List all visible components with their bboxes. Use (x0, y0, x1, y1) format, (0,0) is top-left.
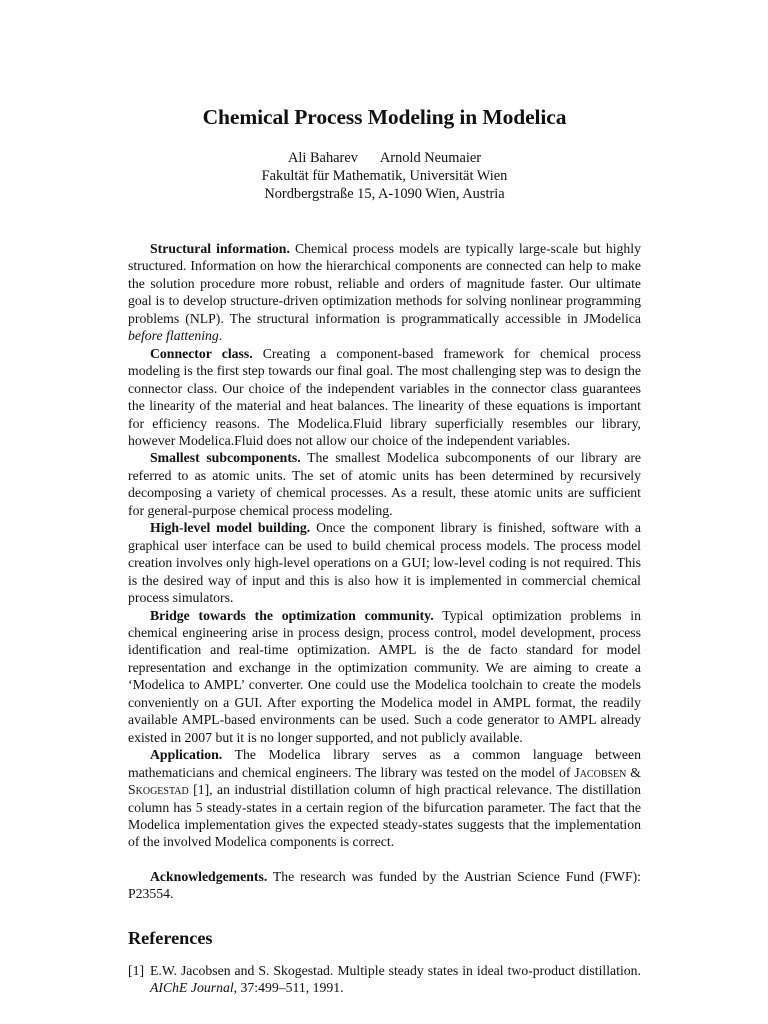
paragraph-smallest-subcomponents (128, 449, 641, 519)
author-names (128, 149, 641, 167)
paragraph-heading: Smallest subcomponents. (150, 450, 301, 466)
paragraph-text: Typical optimization problems in chemical engineering arise in process design, process control, model development, process identification and real-time optimization. AMPL is the de facto standard for model representation and exchange in the optimization community. We are aiming to create a ‘Modelica to AMPL’ converter. One could use the Modelica toolchain to create the models conveniently on a GUI. After exporting the Modelica model in AMPL format, the readily available AMPL-based environments can be used. Such a code generator to AMPL already existed in 2007 but it is no longer supported, and not publicly available. (128, 607, 641, 745)
paragraph-tail: . (218, 328, 223, 344)
paragraph-text: Creating a component-based framework for chemical process modeling is the first step towards our final goal. The most challenging step was to design the connector class. Our choice of the independent variables in the connector class guarantees the linearity of the material and heat balances. The linearity of these equations is important for efficiency reasons. The Modelica.Fluid library superficially resembles our library, however Modelica.Fluid does not allow our choice of the independent variables. (128, 345, 642, 448)
paragraph-high-level-model-building (128, 519, 641, 606)
paragraph-text: The Modelica library serves as a common language between mathematicians and chemical engineers. The library was tested on the model of (128, 747, 641, 780)
paragraph-heading: Application. (150, 747, 223, 763)
cited-authors: Jacobsen & Skogestad (128, 764, 641, 798)
reference-text: E.W. Jacobsen and S. Skogestad. Multiple steady states in ideal two-product distillation. (150, 963, 641, 978)
paragraph-text: Chemical process models are typically large-scale but highly structured. Information on how the hierarchical components are connected can help to make the solution procedure more robust, reliable and orders of magnitude faster. Our ultimate goal is to develop structure-driven optimization methods for solving nonlinear programming problems (NLP). The structural information is programmatically accessible in JModelica (128, 241, 641, 326)
paragraph-bridge-optimization (128, 607, 641, 747)
paragraph-heading: Bridge towards the optimization community. (150, 607, 434, 623)
author-address: Nordbergstraße 15, A-1090 Wien, Austria (264, 186, 505, 203)
paragraph-heading: Structural information. (150, 241, 290, 256)
paragraph-connector-class (128, 345, 641, 450)
paragraph-tail: [1], an industrial distillation column of high practical relevance. The distillation column has 5 steady-states in a certain region of the bifurcation parameter. The fact that the Modelica implementation gives the expected steady-states suggests that the implementation of the involved Modelica components is correct. (128, 782, 641, 850)
acknowledgements-text: The research was funded by the Austrian Science Fund (FWF): P23554. (128, 869, 641, 902)
references-heading: References (128, 928, 213, 948)
acknowledgements-paragraph (128, 868, 641, 903)
paragraph-emphasis: before flattening (128, 328, 219, 344)
paragraph-structural-information (128, 240, 641, 345)
paragraph-heading: High-level model building. (150, 520, 311, 536)
paragraph-text: Once the component library is finished, software with a graphical user interface can be used to build chemical process models. The process model creation involves only high-level operations on a GUI; low-level coding is not required. This is the desired way of input and this is also how it is implemented in commercial chemical process simulators. (128, 520, 641, 606)
author-name: Ali Baharev (287, 150, 358, 166)
acknowledgements (128, 868, 641, 903)
reference-item (128, 962, 641, 997)
reference-number: [1] (128, 963, 145, 978)
paragraph-heading: Connector class. (150, 345, 253, 361)
reference-journal: AIChE Journal (150, 980, 234, 996)
reference-details: , 37:499–511, 1991. (233, 980, 344, 996)
author-affiliation: Fakultät für Mathematik, Universität Wien (261, 168, 508, 185)
acknowledgements-heading: Acknowledgements. (150, 869, 268, 884)
abstract-body (128, 240, 641, 851)
paragraph-text: The smallest Modelica subcomponents of our library are referred to as atomic units. The set of atomic units has been determined by recursively decomposing a variety of chemical processes. As a result, these atomic units are sufficient for general-purpose chemical process modeling. (128, 450, 642, 518)
author-name: Arnold Neumaier (379, 150, 482, 166)
paper-title: Chemical Process Modeling in Modelica (202, 105, 567, 129)
author-block (128, 149, 641, 204)
reference-list (128, 962, 641, 997)
paragraph-application (128, 746, 641, 851)
